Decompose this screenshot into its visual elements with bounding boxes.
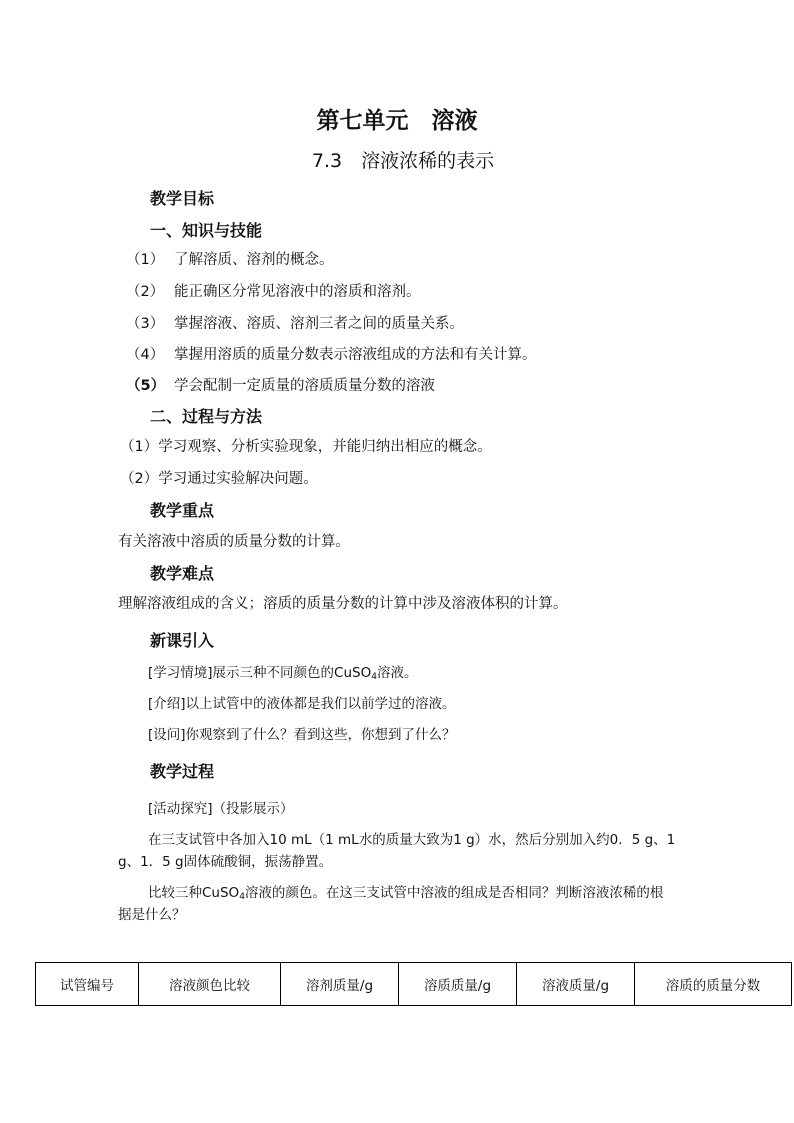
compare-line-text: 比较三种CuSO — [148, 885, 240, 901]
item-number: （5） — [126, 378, 166, 394]
activity-label: [活动探究]（投影展示） — [148, 801, 294, 817]
table-header-cell: 溶质的质量分数 — [635, 963, 792, 1006]
table-header-cell: 溶质质量/g — [399, 963, 517, 1006]
formula-subscript: 4 — [239, 892, 245, 902]
section-title-text: 7.3 溶液浓稀的表示 — [311, 150, 495, 172]
experiment-table — [35, 962, 792, 1006]
knowledge-heading: 一、知识与技能 — [150, 221, 263, 240]
knowledge-item — [126, 374, 435, 395]
compare-line: 据是什么？ — [118, 907, 186, 923]
process-item: （2）学习通过实验解决问题。 — [120, 471, 318, 487]
compare-line — [148, 881, 663, 902]
knowledge-item — [126, 312, 464, 333]
intro-heading: 新课引入 — [150, 631, 215, 650]
intro-line: [设问]你观察到了什么？看到这些，你想到了什么？ — [148, 727, 456, 743]
activity-line: g、1．5 g固体硫酸铜，振荡静置。 — [118, 854, 333, 870]
focus-text: 有关溶液中溶质的质量分数的计算。 — [118, 534, 350, 550]
activity-line: 在三支试管中各加入10 mL（1 mL水的质量大致为1 g）水，然后分别加入约0．5 g、1 — [148, 832, 676, 848]
process2-heading: 教学过程 — [150, 762, 215, 781]
item-text: 能正确区分常见溶液中的溶质和溶剂。 — [174, 284, 421, 300]
intro-line-text: [学习情境]展示三种不同颜色的CuSO — [148, 665, 372, 681]
table-header-cell: 溶剂质量/g — [281, 963, 399, 1006]
intro-line — [148, 661, 417, 682]
section-title — [6, 146, 794, 173]
compare-line-text: 溶液的颜色。在这三支试管中溶液的组成是否相同？判断溶液浓稀的根 — [244, 885, 664, 901]
knowledge-item — [126, 248, 334, 269]
process-item: （1）学习观察、分析实验现象，并能归纳出相应的概念。 — [120, 439, 492, 455]
knowledge-item — [126, 343, 537, 364]
table-header-cell: 溶液颜色比较 — [139, 963, 281, 1006]
item-text: 掌握用溶质的质量分数表示溶液组成的方法和有关计算。 — [174, 347, 537, 363]
item-text: 掌握溶液、溶质、溶剂三者之间的质量关系。 — [174, 316, 464, 332]
item-number: （2） — [126, 284, 165, 300]
item-number: （3） — [126, 316, 165, 332]
item-number: （1） — [126, 252, 165, 268]
item-text: 学会配制一定质量的溶质质量分数的溶液 — [174, 378, 435, 394]
item-number: （4） — [126, 347, 165, 363]
intro-line-text: 溶液。 — [376, 665, 418, 681]
item-text: 了解溶质、溶剂的概念。 — [174, 252, 334, 268]
process-heading: 二、过程与方法 — [150, 407, 263, 426]
table-header-cell: 溶液质量/g — [517, 963, 635, 1006]
unit-title: 第七单元 溶液 — [316, 108, 478, 134]
difficulty-text: 理解溶液组成的含义；溶质的质量分数的计算中涉及溶液体积的计算。 — [118, 596, 568, 612]
knowledge-item — [126, 280, 421, 301]
focus-heading: 教学重点 — [150, 501, 215, 520]
difficulty-heading: 教学难点 — [150, 564, 215, 583]
formula-subscript: 4 — [371, 672, 377, 682]
goals-heading: 教学目标 — [150, 189, 215, 208]
table-header-row — [36, 963, 792, 1006]
table-header-cell: 试管编号 — [36, 963, 139, 1006]
intro-line: [介绍]以上试管中的液体都是我们以前学过的溶液。 — [148, 696, 456, 712]
